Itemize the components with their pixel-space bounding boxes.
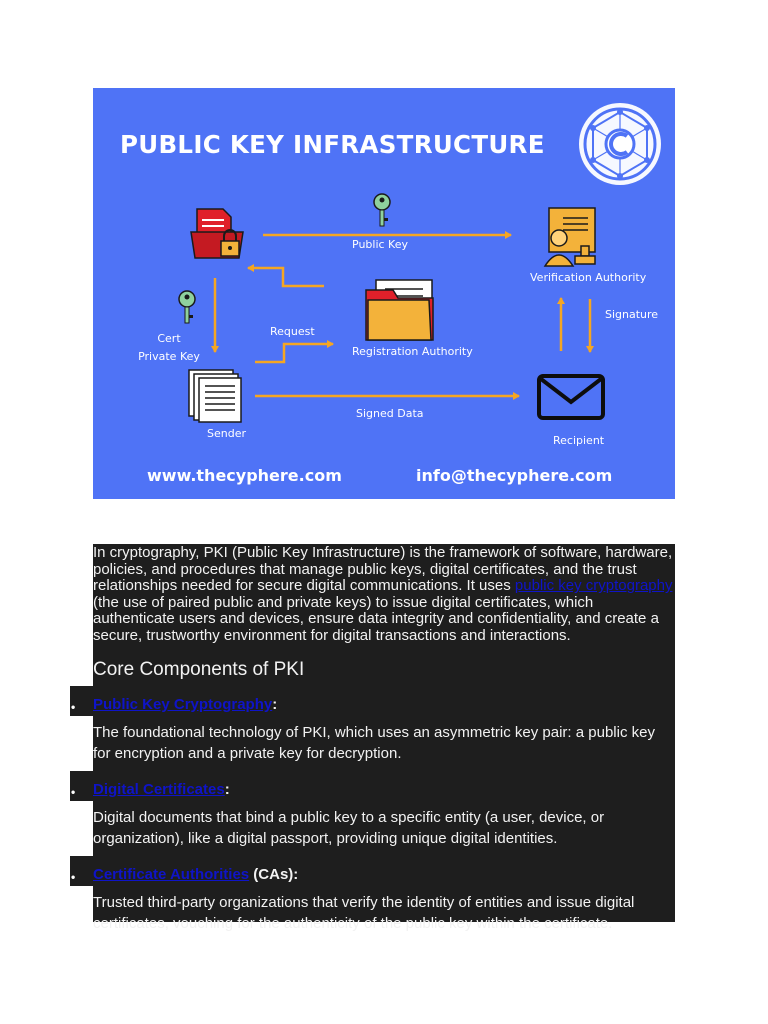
pki-infographic xyxy=(93,88,675,499)
cert-private-key-label xyxy=(129,330,209,366)
bullet-icon: • xyxy=(71,699,76,714)
folder-icon xyxy=(366,280,433,340)
component-item xyxy=(71,865,675,935)
core-components-heading: Core Components of PKI xyxy=(93,658,305,680)
component-suffix: : xyxy=(272,695,278,713)
component-description: The foundational technology of PKI, which uses an asymmetric key pair: a public key for encryption and a private key for decryption. xyxy=(93,723,655,763)
bullet-icon: • xyxy=(71,784,76,799)
website-text: www.thecyphere.com xyxy=(147,466,342,485)
digital-certificates-link[interactable]: Digital Certificates xyxy=(93,780,225,798)
banner-title: PUBLIC KEY INFRASTRUCTURE xyxy=(120,130,545,159)
signature-label: Signature xyxy=(605,308,659,321)
component-title xyxy=(71,865,675,885)
envelope-icon xyxy=(539,376,603,418)
request-arrow xyxy=(255,344,333,362)
component-suffix: (CAs): xyxy=(249,865,299,883)
intro-text-after: (the use of paired public and private keys) to issue digital certificates, which authenticate users and devices, ensure data integrity and confidentiality, and create a secure, trustworthy environment for digital transactions and interactions. xyxy=(93,593,659,644)
certificate-authorities-link[interactable]: Certificate Authorities xyxy=(93,865,250,883)
registration-authority-label: Registration Authority xyxy=(352,345,473,358)
stacked-documents-icon xyxy=(189,370,241,422)
email-text: info@thecyphere.com xyxy=(416,466,613,485)
component-title xyxy=(71,780,675,800)
article-body xyxy=(71,544,675,933)
public-key-cryptography-link[interactable]: public key cryptography xyxy=(514,577,673,595)
verification-authority-label: Verification Authority xyxy=(530,271,647,284)
signed-data-label: Signed Data xyxy=(356,407,424,420)
key-icon xyxy=(179,291,195,323)
component-description: Digital documents that bind a public key to a specific entity (a user, device, or organization), like a digital passport, providing unique digital identities. xyxy=(93,808,605,848)
private-key-label: Private Key xyxy=(138,350,200,363)
sender-label: Sender xyxy=(207,427,246,440)
intro-text-before: In cryptography, PKI (Public Key Infrastructure) is the framework of software, hardware, policies, and procedures that manage public keys, digital certificates, and the trust relationships needed for secure digital communications. It uses xyxy=(93,544,673,595)
public-key-cryptography-component-link[interactable]: Public Key Cryptography xyxy=(93,695,273,713)
public-key-label: Public Key xyxy=(352,238,408,251)
recipient-label: Recipient xyxy=(553,434,605,447)
component-description: Trusted third-party organizations that verify the identity of entities and issue digital certificates, vouching for the authenticity of the public key within the certificate. xyxy=(93,893,635,933)
component-suffix: : xyxy=(224,780,230,798)
key-icon xyxy=(374,194,390,226)
globe-c-logo-icon xyxy=(579,103,661,185)
lock-document-icon xyxy=(191,209,243,258)
component-title xyxy=(71,695,675,715)
cert-label: Cert xyxy=(157,332,181,345)
request-label: Request xyxy=(270,325,315,338)
component-item xyxy=(71,695,675,765)
return-arrow xyxy=(248,268,324,286)
inspector-stamp-icon xyxy=(545,208,595,266)
intro-paragraph xyxy=(93,544,675,645)
component-item xyxy=(71,780,675,850)
bullet-icon: • xyxy=(71,869,76,884)
